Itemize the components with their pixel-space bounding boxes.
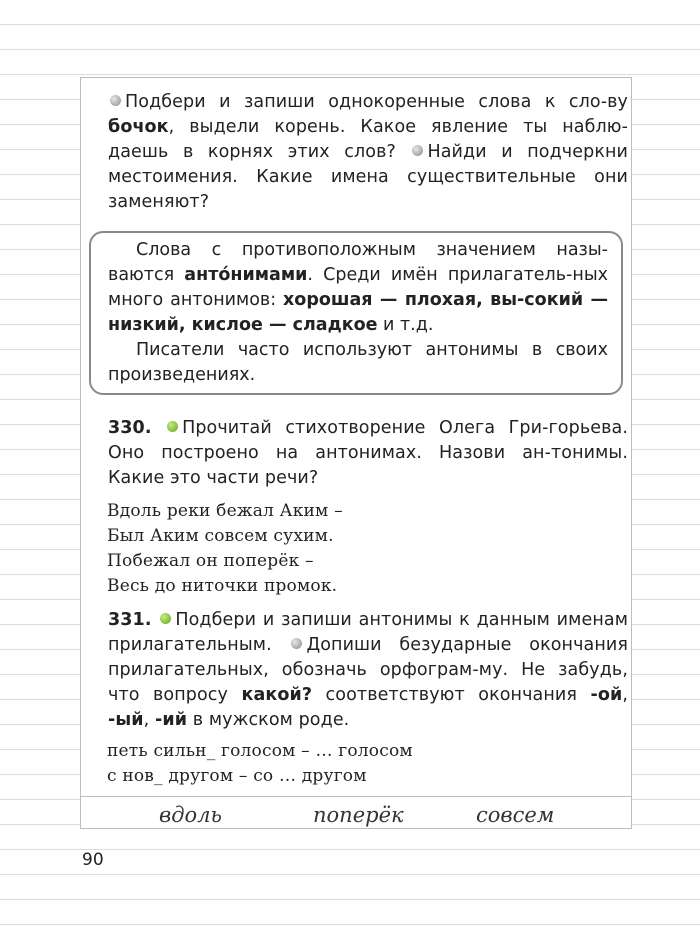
phrase-line: с нов_ другом – со … другом xyxy=(107,766,367,786)
poem-line: Был Аким совсем сухим. xyxy=(107,526,334,546)
exercise-number: 331. xyxy=(108,610,152,630)
gray-bullet-icon xyxy=(412,145,423,156)
phrases xyxy=(107,739,413,789)
green-bullet-icon xyxy=(160,613,171,624)
poem-line: Весь до ниточки промок. xyxy=(107,576,338,596)
gray-bullet-icon xyxy=(291,638,302,649)
green-bullet-icon xyxy=(167,421,178,432)
vocabulary-word: совсем xyxy=(476,803,555,827)
task-intro: Подбери и запиши однокоренные слова к сло-ву бочок, выдели корень. Какое явление ты наблю-даешь в корнях этих слов? Найди и подчеркни местоимения. Какие имена существительные они заменяют? xyxy=(108,92,629,212)
page-number: 90 xyxy=(82,850,104,870)
rule-text: Слова с противоположным значением назы-ваются антóнимами. Среди имён прилагатель-ных много антонимов: хорошая — плохая, вы-сокий — низкий, кислое — сладкое и т.д. Писатели часто используют антонимы в своих произведениях. xyxy=(108,240,608,385)
poem xyxy=(107,499,343,599)
rule-note: Писатели часто используют антонимы в своих произведениях. xyxy=(108,340,608,385)
phrase-line: петь сильн_ голосом – … голосом xyxy=(107,741,413,761)
exercise-number: 330. xyxy=(108,418,152,438)
poem-line: Вдоль реки бежал Аким – xyxy=(107,501,343,521)
textbook-page-frame xyxy=(80,77,632,829)
exercise-331: 331. Подбери и запиши антонимы к данным именам прилагательным. Допиши безударные окончания прилагательных, обозначь орфограм-му. Не забудь, что вопросу какой? соответствуют окончания -ой, -ый, -ий в мужском роде. xyxy=(108,610,628,730)
vocabulary-band xyxy=(81,796,631,830)
poem-line: Побежал он поперёк – xyxy=(107,551,314,571)
exercise-330: 330. Прочитай стихотворение Олега Гри-горьева. Оно построено на антонимах. Назови ан-тонимы. Какие это части речи? xyxy=(108,418,628,488)
key-word: бочок xyxy=(108,117,169,137)
rule-box xyxy=(89,231,623,395)
gray-bullet-icon xyxy=(110,95,121,106)
rule-term: антóнимами xyxy=(184,265,308,285)
rule-examples: хорошая — плохая, вы-сокий — низкий, кислое — сладкое xyxy=(108,290,608,335)
vocabulary-word: вдоль xyxy=(159,803,222,827)
vocabulary-word: поперёк xyxy=(313,803,404,827)
